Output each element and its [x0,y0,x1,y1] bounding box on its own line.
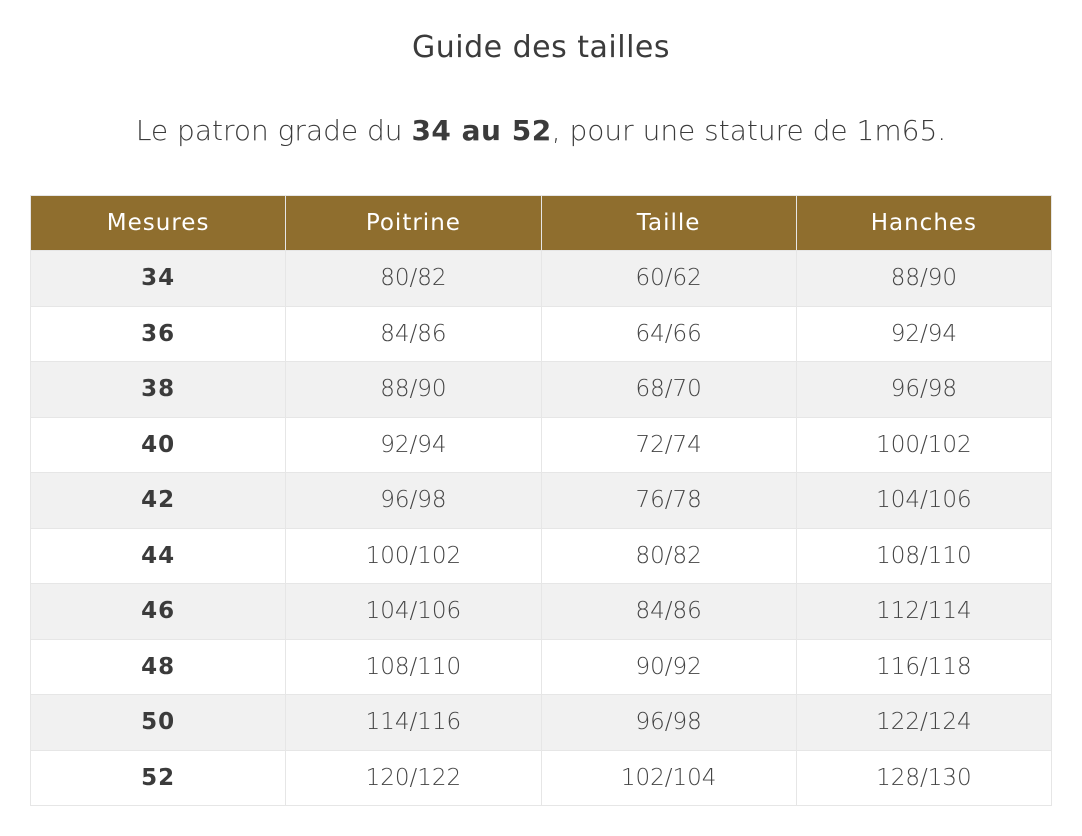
taille-cell: 84/86 [541,584,796,640]
size-cell: 46 [31,584,286,640]
table-row [31,362,1052,418]
poitrine-cell: 88/90 [286,362,541,418]
table-row [31,473,1052,529]
table-row [31,750,1052,806]
taille-cell: 76/78 [541,473,796,529]
hanches-cell: 88/90 [796,251,1051,307]
hanches-cell: 108/110 [796,528,1051,584]
column-header-poitrine: Poitrine [286,196,541,251]
size-cell: 40 [31,417,286,473]
table-row [31,695,1052,751]
poitrine-cell: 80/82 [286,251,541,307]
size-cell: 34 [31,251,286,307]
size-cell: 50 [31,695,286,751]
size-cell: 42 [31,473,286,529]
hanches-cell: 112/114 [796,584,1051,640]
size-cell: 44 [31,528,286,584]
table-row [31,417,1052,473]
poitrine-cell: 96/98 [286,473,541,529]
page-subtitle [0,114,1082,147]
table-row [31,306,1052,362]
table-row [31,528,1052,584]
taille-cell: 90/92 [541,639,796,695]
table-row [31,251,1052,307]
table-row [31,584,1052,640]
hanches-cell: 104/106 [796,473,1051,529]
hanches-cell: 122/124 [796,695,1051,751]
hanches-cell: 100/102 [796,417,1051,473]
column-header-taille: Taille [541,196,796,251]
taille-cell: 96/98 [541,695,796,751]
taille-cell: 80/82 [541,528,796,584]
table-header-row [31,196,1052,251]
taille-cell: 60/62 [541,251,796,307]
size-cell: 36 [31,306,286,362]
size-cell: 38 [31,362,286,418]
subtitle-size-range: 34 au 52 [411,114,552,147]
poitrine-cell: 84/86 [286,306,541,362]
poitrine-cell: 120/122 [286,750,541,806]
table-row [31,639,1052,695]
hanches-cell: 128/130 [796,750,1051,806]
taille-cell: 68/70 [541,362,796,418]
poitrine-cell: 114/116 [286,695,541,751]
size-chart-table [30,195,1052,806]
size-cell: 52 [31,750,286,806]
subtitle-text-end: , pour une stature de 1m65. [551,114,947,147]
poitrine-cell: 100/102 [286,528,541,584]
hanches-cell: 96/98 [796,362,1051,418]
taille-cell: 64/66 [541,306,796,362]
subtitle-text-start: Le patron grade du [135,114,412,147]
size-cell: 48 [31,639,286,695]
hanches-cell: 116/118 [796,639,1051,695]
taille-cell: 102/104 [541,750,796,806]
column-header-mesures: Mesures [31,196,286,251]
poitrine-cell: 104/106 [286,584,541,640]
poitrine-cell: 92/94 [286,417,541,473]
poitrine-cell: 108/110 [286,639,541,695]
hanches-cell: 92/94 [796,306,1051,362]
column-header-hanches: Hanches [796,196,1051,251]
page-title: Guide des tailles [411,30,671,65]
taille-cell: 72/74 [541,417,796,473]
